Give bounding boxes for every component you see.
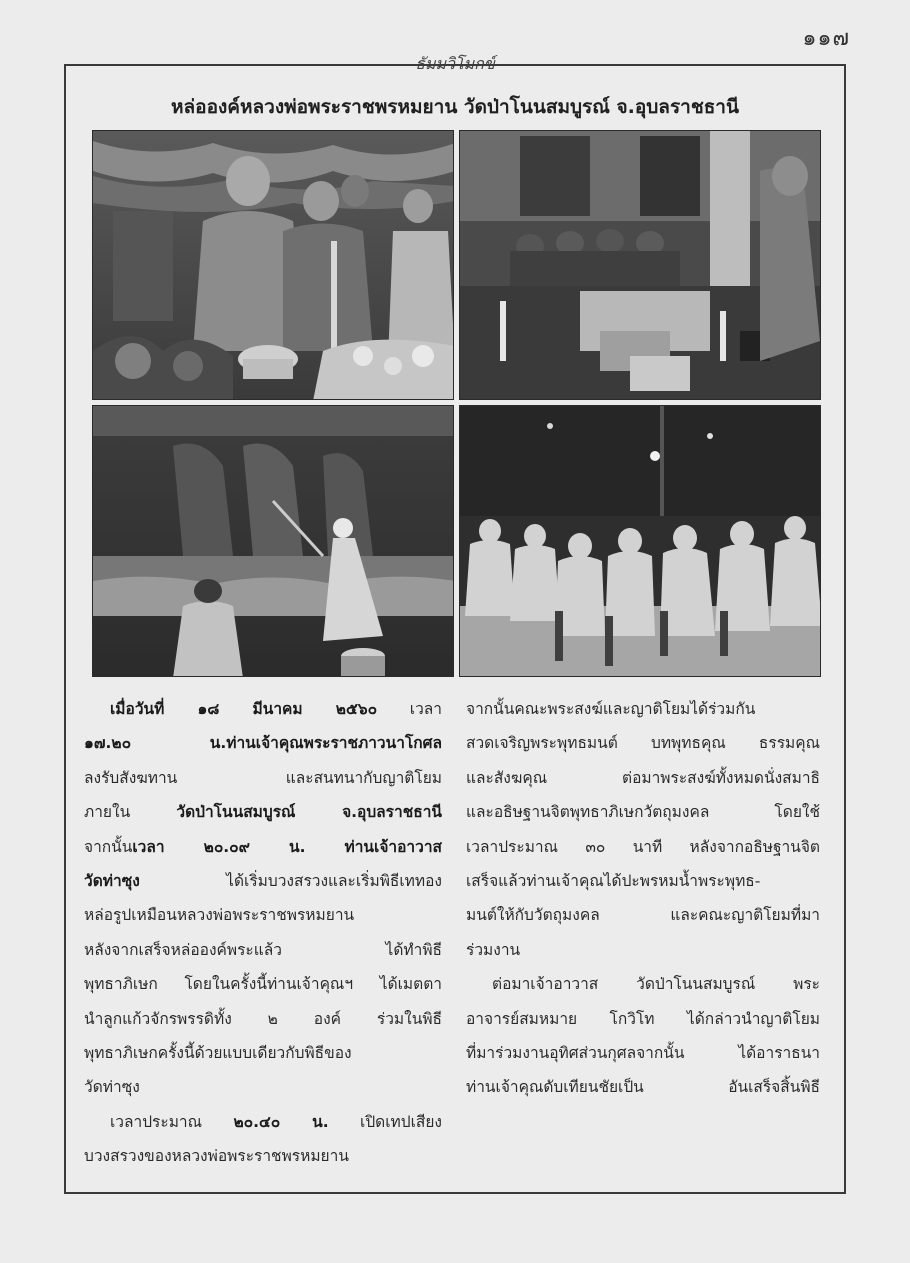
bold-text: วัดท่าซุง (84, 871, 140, 890)
text-line (84, 1105, 442, 1139)
photo-bronze-casting-ceremony (92, 405, 454, 677)
photo-laypeople-seated-in-white (459, 405, 821, 677)
text-line: พุทธาภิเษกครั้งนี้ด้วยแบบเดียวกับพิธีของ (84, 1043, 352, 1062)
text-line: จากนั้นคณะพระสงฆ์และญาติโยมได้ร่วมกัน (466, 700, 756, 718)
photo-monks-praying-at-altar (92, 130, 454, 400)
text-line: มนต์ให้กับวัตถุมงคล และคณะญาติโยมที่มา (466, 906, 820, 925)
paragraph-4 (466, 967, 820, 1105)
text-line (84, 726, 442, 760)
text-line (84, 830, 442, 864)
text-line: สวดเจริญพระพุทธมนต์ บทพุทธคุณ ธรรมคุณ (466, 734, 820, 753)
bold-text: ๑๗.๒๐ น. (84, 734, 227, 753)
article-body-right-column (466, 692, 820, 1105)
bold-text: เวลา ๒๐.๐๙ น. ท่านเจ้าอาวาส (132, 837, 442, 856)
text-line (84, 864, 442, 898)
text-line: ต่อมาเจ้าอาวาส วัดป่าโนนสมบูรณ์ พระ (492, 975, 820, 994)
paragraph-1 (84, 692, 442, 1105)
text-line: บวงสรวงของหลวงพ่อพระราชพรหมยาน (84, 1147, 349, 1166)
text-span: ได้เริ่มบวงสรวงและเริ่มพิธีเททอง (139, 871, 442, 890)
text-line: ร่วมงาน (466, 940, 521, 959)
text-line: อาจารย์สมหมาย โกวิโท ได้กล่าวนำญาติโยม (466, 1009, 820, 1028)
text-span: จากนั้น (84, 837, 133, 856)
text-span: ภายใน (84, 803, 177, 822)
text-line (84, 692, 442, 726)
running-header: ธัมมวิโมกข์ (415, 54, 495, 73)
text-line: เสร็จแล้วท่านเจ้าคุณได้ปะพรหมน้ำพระพุทธ- (466, 871, 761, 890)
photo-monks-seated-with-offerings (459, 130, 821, 400)
text-span: เวลา (377, 700, 442, 718)
paragraph-2 (84, 1105, 442, 1174)
page-number: ๑๑๗ (802, 26, 850, 51)
bold-text: ท่านเจ้าคุณพระราชภาวนาโกศล (226, 734, 442, 753)
text-line: ท่านเจ้าคุณดับเทียนชัยเป็น อันเสร็จสิ้นพิธี (466, 1078, 820, 1097)
text-line: และสังฆคุณ ต่อมาพระสงฆ์ทั้งหมดนั่งสมาธิ (466, 768, 820, 787)
text-line: วัดท่าซุง (84, 1078, 140, 1097)
text-span: เปิดเทปเสียง (328, 1112, 442, 1131)
bold-text: เมื่อวันที่ ๑๘ มีนาคม ๒๕๖๐ (110, 700, 378, 718)
article-title: หล่อองค์หลวงพ่อพระราชพรหมยาน วัดป่าโนนสมบูรณ์ จ.อุบลราชธานี (171, 96, 739, 118)
text-line (84, 795, 442, 829)
paragraph-3 (466, 692, 820, 967)
text-line: หล่อรูปเหมือนหลวงพ่อพระราชพรหมยาน (84, 906, 355, 925)
text-line: หลังจากเสร็จหล่อองค์พระแล้ว ได้ทำพิธี (84, 940, 442, 959)
text-span: เวลาประมาณ (110, 1112, 234, 1131)
text-line: ลงรับสังฆทาน และสนทนากับญาติโยม (84, 768, 442, 787)
text-line: ที่มาร่วมงานอุทิศส่วนกุศลจากนั้น ได้อาราธนา (466, 1043, 820, 1062)
bold-text: ๒๐.๔๐ น. (233, 1112, 329, 1131)
text-line: เวลาประมาณ ๓๐ นาที หลังจากอธิษฐานจิต (466, 837, 820, 856)
bold-text: วัดป่าโนนสมบูรณ์ จ.อุบลราชธานี (176, 803, 442, 822)
article-body-left-column (84, 692, 442, 1173)
text-line: นำลูกแก้วจักรพรรดิทั้ง ๒ องค์ ร่วมในพิธี (84, 1009, 442, 1028)
text-line: และอธิษฐานจิตพุทธาภิเษกวัตถุมงคล โดยใช้ (466, 803, 820, 822)
text-line: พุทธาภิเษก โดยในครั้งนี้ท่านเจ้าคุณฯ ได้เมตตา (84, 975, 442, 994)
